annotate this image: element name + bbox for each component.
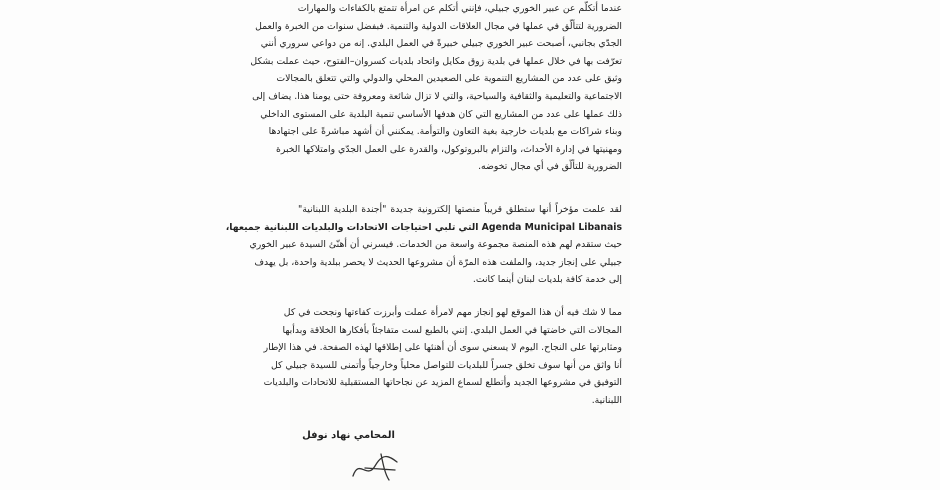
paragraph-2 (225, 201, 622, 289)
text-line: الجدّي بجانبي، أصبحت عبير الخوري جبيلي خبيرةً في العمل البلدي. إنه من دواعي سروري أنني (260, 38, 622, 50)
text-line: حيث ستقدم لهم هذه المنصة مجموعة واسعة من الخدمات. فيسرني أن أهنّئ السيدة عبير الخوري (249, 239, 622, 251)
text-line: وبناء شراكات مع بلديات خارجية بغية التعاون والتوأمة. يمكنني أن أشهد مباشرةً على اجتهادها (268, 126, 622, 138)
text-line: وثيق على عدد من المشاريع التنموية على الصعيدين المحلي والدولي والتي تتعلق بالمجالات (276, 73, 622, 85)
text-line: تعرّفت بها في خلال عملها في بلدية زوق مكايل واتحاد بلديات كسروان–الفتوح، حيث عملت بشكل (250, 55, 622, 67)
text-line: Agenda Municipal Libanais التي تلبي احتياجات الاتحادات والبلديات اللبنانية جميعها، (225, 221, 622, 233)
text-line: التوفيق في مشروعها الجديد وأتطلع لسماع المزيد عن نجاحاتها المستقبلية للاتحادات والبلديات (263, 377, 622, 389)
text-line: المجالات التي خاضتها في العمل البلدي. إنني بالطبع لست متفاجئاً بأفكارها الخلاقة وبدأبها (282, 324, 622, 336)
text-line: جبيلي على إنجاز جديد، والملفت هذه المرّة أن مشروعها الحديث لا يحصر ببلدية واحدة، بل يهدف (254, 256, 622, 268)
text-line: ومهنيتها في إدارة الأحداث، والتزام بالبروتوكول، والقدرة على العمل الجدّي وامتلاكها الخبرة (275, 143, 622, 155)
text-line: الضرورية لتتألّق في عملها في مجال العلاقات الدولية والتنمية. فبفضل سنوات من الخبرة والعمل (255, 20, 622, 32)
text-line: لقد علمت مؤخراً أنها ستطلق قريباً منصتها إلكترونية جديدة "أجندة البلدية اللبنانية" (298, 204, 622, 215)
signature-name: المحامي نهاد نوفل (302, 430, 395, 441)
text-line: إلى خدمة كافة بلديات لبنان أينما كانت. (472, 274, 622, 286)
text-line: ذلك عملها على عدد من المشاريع التي كان هدفها الأساسي تنمية البلدية على المستوى الداخلي (260, 108, 622, 120)
handwritten-signature (345, 446, 405, 486)
text-line: ومثابرتها على النجاح. اليوم لا يسعني سوى أن أهنئها على إطلاقها لهذه الصفحة. في هذا الإطار (263, 342, 622, 354)
text-line: الاجتماعية والتعليمية والثقافية والسياحية، والتي لا تزال شائعة ومعروفة حتى يومنا هذا. يضاف إلى (252, 90, 622, 102)
text-line: اللبنانية. (591, 394, 622, 406)
text-line: أنا واثق من أنها سوف تخلق جسراً للبلديات للتواصل محلياً وخارجياً وأتمنى للسيدة جبيلي كل (270, 359, 622, 371)
text-line: الضرورية للتألّق في أي مجال تخوضه. (478, 161, 622, 173)
paragraph-1 (250, 0, 622, 176)
paragraph-3 (263, 304, 622, 410)
text-line: عندما أتكلّم عن عبير الخوري جبيلي، فإنني أتكلم عن امرأة تتمتع بالكفاءات والمهارات (297, 3, 622, 14)
text-line: مما لا شك فيه أن هذا الموقع لهو إنجاز مهم لامرأة عملت وأبرزت كفاءتها ونجحت في كل (283, 307, 622, 318)
